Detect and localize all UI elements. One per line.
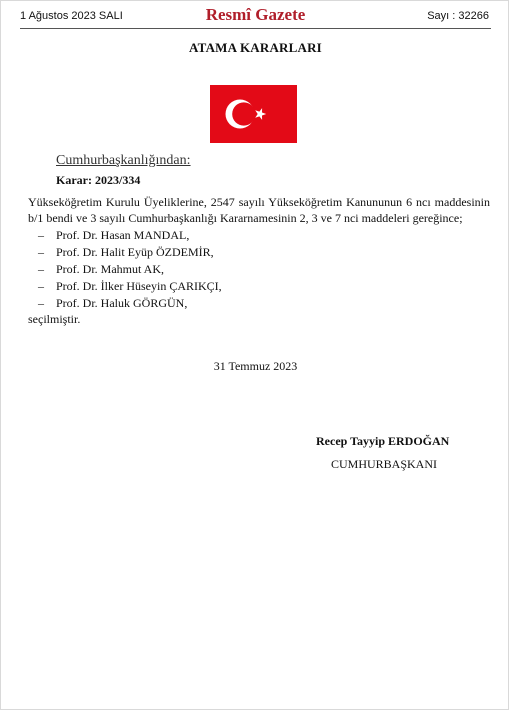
list-dash: – — [38, 296, 44, 310]
issue-number: Sayı : 32266 — [427, 10, 489, 22]
crescent-inner — [232, 102, 255, 125]
gazette-date: 1 Ağustos 2023 SALI — [20, 10, 123, 22]
decision-preamble: Yükseköğretim Kurulu Üyeliklerine, 2547 sayılı Yükseköğretim Kanununun 6 ncı maddesinin b/1 bendi ve 3 sayılı Cumhurbaşkanlığı Kararnamesinin 2, 3 ve 7 nci maddeleri gereğince; — [28, 195, 490, 225]
list-dash: – — [38, 279, 44, 293]
signature-date: 31 Temmuz 2023 — [213, 359, 298, 373]
list-item — [38, 244, 222, 261]
signer-name: Recep Tayyip ERDOĞAN — [316, 434, 450, 448]
list-item — [38, 261, 222, 278]
signer-title: CUMHURBAŞKANI — [331, 457, 438, 471]
list-item — [38, 227, 222, 244]
decision-number: Karar: 2023/334 — [56, 173, 141, 187]
list-dash: – — [38, 262, 44, 276]
list-item — [38, 278, 222, 295]
appointee-name: Prof. Dr. İlker Hüseyin ÇARIKÇI, — [56, 279, 222, 293]
appointee-name: Prof. Dr. Halit Eyüp ÖZDEMİR, — [56, 245, 214, 259]
section-title: ATAMA KARARLARI — [189, 40, 322, 55]
list-dash: – — [38, 245, 44, 259]
appointee-list — [38, 227, 222, 312]
gazette-title: Resmî Gazete — [205, 5, 306, 24]
issuing-authority: Cumhurbaşkanlığından: — [56, 153, 191, 168]
list-item — [38, 295, 222, 312]
appointee-name: Prof. Dr. Haluk GÖRGÜN, — [56, 296, 188, 310]
appointee-name: Prof. Dr. Mahmut AK, — [56, 262, 164, 276]
list-dash: – — [38, 228, 44, 242]
decision-closing: seçilmiştir. — [28, 312, 81, 326]
header-divider — [20, 28, 491, 29]
turkish-flag-icon — [210, 85, 297, 143]
appointee-name: Prof. Dr. Hasan MANDAL, — [56, 228, 190, 242]
